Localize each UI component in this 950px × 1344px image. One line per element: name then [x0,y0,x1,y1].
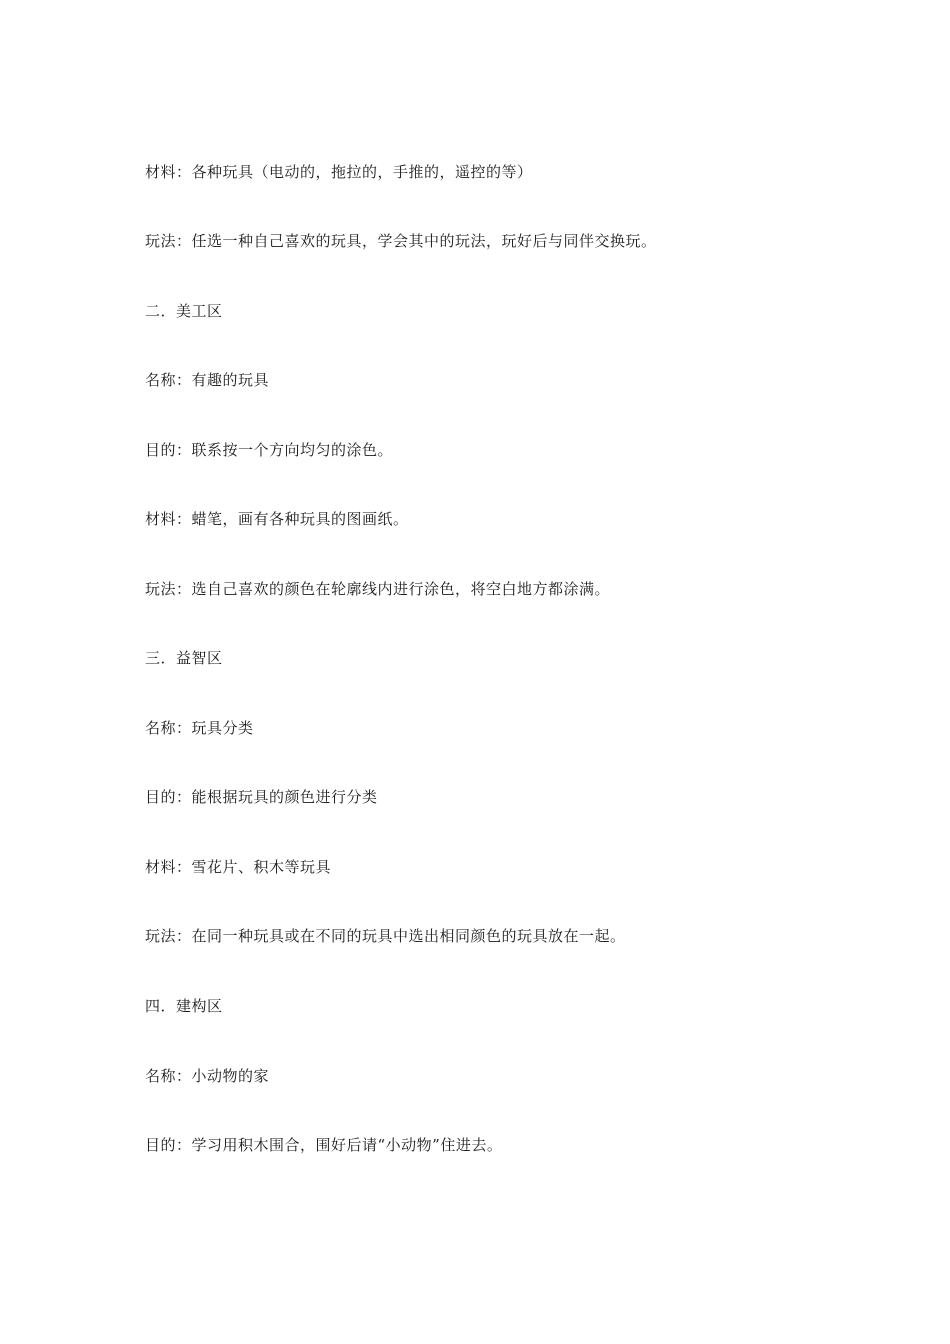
materials-line-puzzle: 材料：雪花片、积木等玩具 [145,858,332,876]
goal-line-art: 目的：联系按一个方向均匀的涂色。 [145,441,394,459]
play-method-line-art: 玩法：选自己喜欢的颜色在轮廓线内进行涂色，将空白地方都涂满。 [145,580,611,598]
goal-line-construction: 目的：学习用积木围合，围好后请“小动物”住进去。 [145,1136,503,1154]
goal-line-puzzle: 目的：能根据玩具的颜色进行分类 [145,788,378,806]
section-heading-art-area: 二．美工区 [145,302,223,320]
section-heading-puzzle-area: 三．益智区 [145,649,223,667]
materials-line-art: 材料：蜡笔，画有各种玩具的图画纸。 [145,510,409,528]
play-method-line-puzzle: 玩法：在同一种玩具或在不同的玩具中选出相同颜色的玩具放在一起。 [145,927,626,945]
play-method-line-toys: 玩法：任选一种自己喜欢的玩具，学会其中的玩法，玩好后与同伴交换玩。 [145,232,657,250]
name-line-art: 名称：有趣的玩具 [145,371,270,389]
materials-line-toys: 材料：各种玩具（电动的，拖拉的，手推的，遥控的等） [145,163,533,181]
name-line-puzzle: 名称：玩具分类 [145,719,254,737]
section-heading-construction-area: 四．建构区 [145,997,223,1015]
name-line-construction: 名称：小动物的家 [145,1067,270,1085]
